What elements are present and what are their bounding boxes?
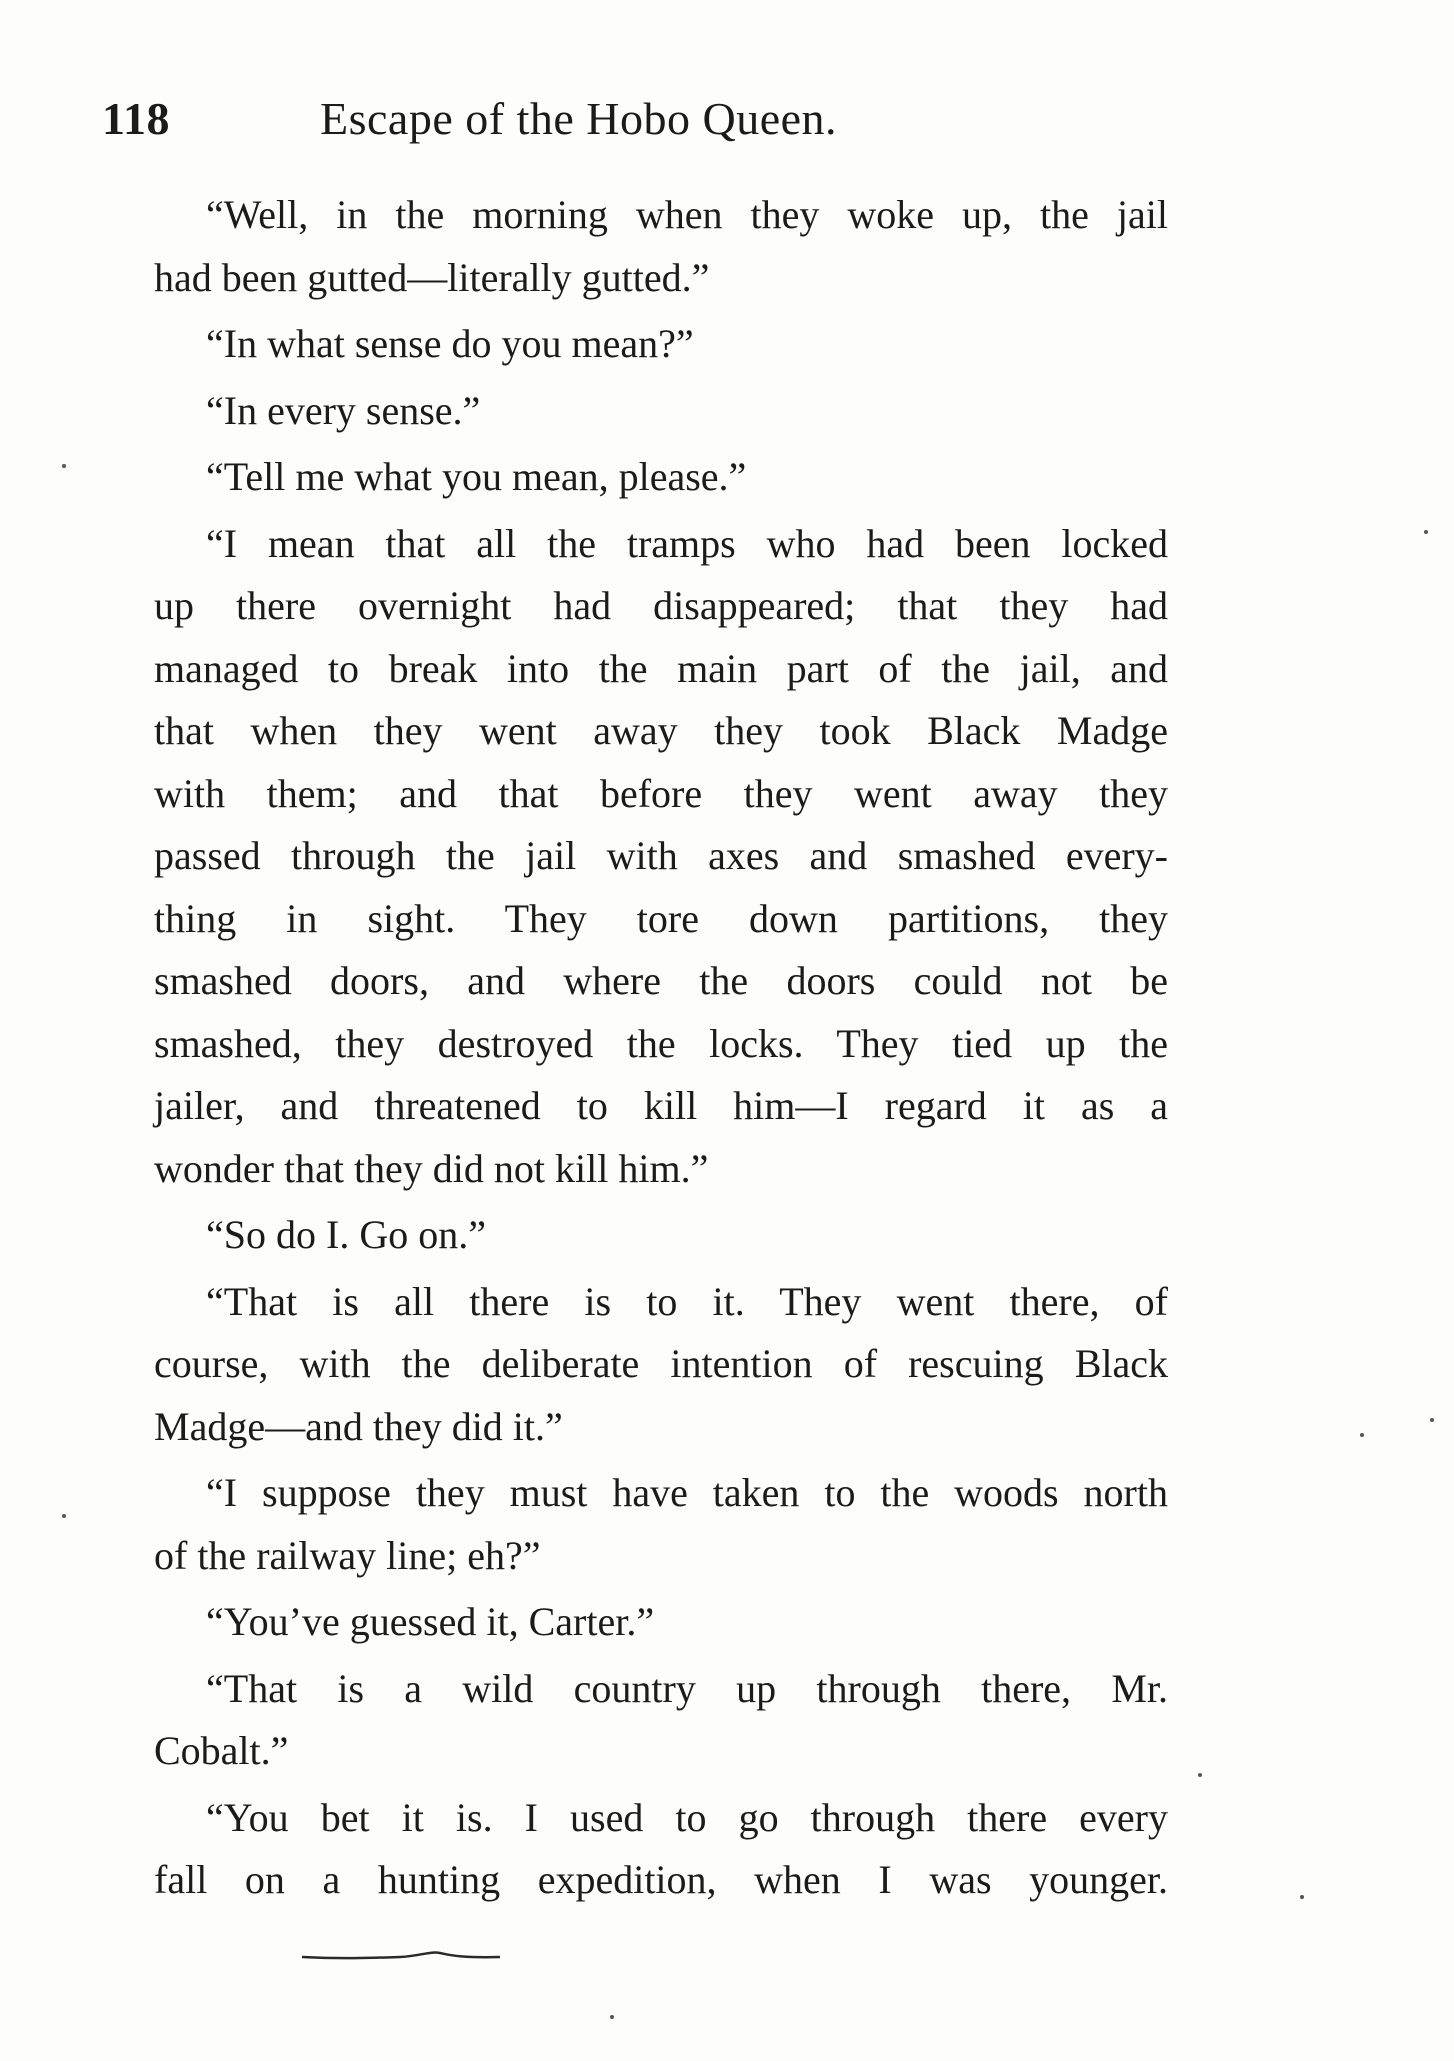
text-line: course, with the deliberate intention of rescuing Black	[154, 1341, 1168, 1386]
text-line: that when they went away they took Black Madge	[154, 708, 1168, 753]
text-line: “That is all there is to it. They went there, of	[206, 1278, 1168, 1324]
text-line: “I mean that all the tramps who had been locked	[206, 520, 1168, 566]
text-line: passed through the jail with axes and smashed every-	[154, 833, 1168, 878]
text-line: “You bet it is. I used to go through there every	[206, 1794, 1168, 1840]
paper-speck	[1430, 1418, 1434, 1422]
paragraph	[102, 380, 1168, 443]
paper-speck	[1300, 1895, 1304, 1899]
text-line: “So do I. Go on.”	[206, 1212, 486, 1257]
paragraph	[102, 1787, 1168, 1912]
text-line: “You’ve guessed it, Carter.”	[206, 1599, 655, 1644]
text-line: “In every sense.”	[206, 387, 481, 433]
text-line: “That is a wild country up through there, Mr.	[206, 1665, 1168, 1711]
paper-speck	[62, 1514, 66, 1518]
paragraph	[102, 313, 1168, 376]
text-line: thing in sight. They tore down partitions, they	[154, 895, 1168, 941]
paper-speck	[1198, 1773, 1202, 1777]
text-line: “I suppose they must have taken to the woods north	[206, 1470, 1168, 1515]
paragraph	[102, 1271, 1168, 1459]
page-header	[102, 92, 1182, 162]
text-line: of the railway line; eh?”	[154, 1532, 541, 1578]
text-line: wonder that they did not kill him.”	[154, 1145, 709, 1191]
text-line: Madge—and they did it.”	[154, 1403, 563, 1449]
body-text	[102, 184, 1168, 1916]
paper-speck	[1360, 1433, 1364, 1437]
paragraph	[102, 513, 1168, 1201]
text-line: with them; and that before they went away they	[154, 770, 1168, 816]
text-line: up there overnight had disappeared; that they had	[154, 583, 1168, 628]
ink-smudge-mark	[300, 1945, 510, 1965]
text-line: fall on a hunting expedition, when I was younger.	[154, 1857, 1168, 1902]
paragraph	[102, 446, 1168, 509]
text-line: smashed, they destroyed the locks. They tied up the	[154, 1020, 1168, 1066]
paper-speck	[62, 464, 66, 468]
paragraph	[102, 1591, 1168, 1654]
text-line: “Tell me what you mean, please.”	[206, 454, 747, 499]
text-line: jailer, and threatened to kill him—I regard it as a	[154, 1083, 1168, 1128]
page-number: 118	[102, 93, 170, 144]
paragraph	[102, 184, 1168, 309]
text-line: Cobalt.”	[154, 1728, 289, 1773]
paragraph	[102, 1462, 1168, 1587]
text-line: smashed doors, and where the doors could not be	[154, 958, 1168, 1003]
paragraph	[102, 1204, 1168, 1267]
text-line: managed to break into the main part of the jail, and	[154, 645, 1168, 691]
running-title: Escape of the Hobo Queen.	[320, 93, 838, 144]
text-line: “Well, in the morning when they woke up, the jail	[206, 192, 1168, 237]
paragraph	[102, 1658, 1168, 1783]
paper-speck	[610, 2015, 614, 2019]
text-line: had been gutted—literally gutted.”	[154, 254, 710, 300]
text-line: “In what sense do you mean?”	[206, 321, 694, 366]
paper-speck	[1424, 530, 1428, 534]
